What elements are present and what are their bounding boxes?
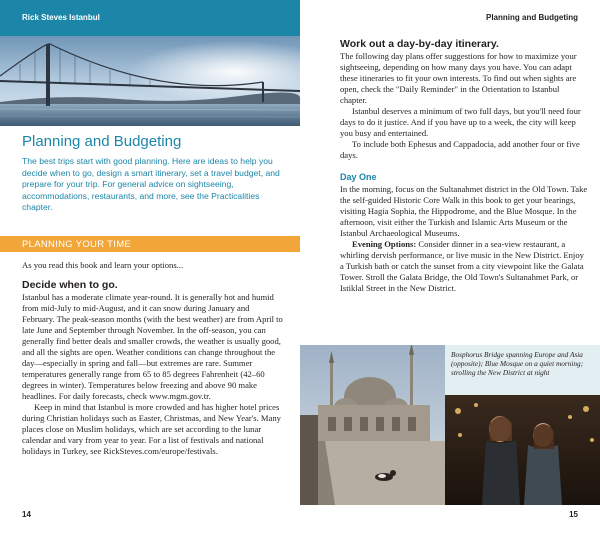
lead-sentence: As you read this book and learn your options... (22, 260, 184, 270)
paragraph: In the morning, focus on the Sultanahmet district in the Old Town. Take the self-guided Historic Core Walk in this book to get your bearings, visiting Hagia Sophia, the Hippodrome, and the Blue Mosque. In the afternoon, visit either the Turkish and Islamic Arts Museum or the Istanbul Archaeological Museums. (340, 184, 588, 238)
chapter-title: Planning and Budgeting (22, 133, 182, 150)
section-bar (0, 236, 300, 252)
itinerary-body (340, 51, 588, 161)
section-bar-label: PLANNING YOUR TIME (22, 239, 132, 250)
day-one-heading: Day One (340, 172, 377, 182)
paragraph: To include both Ephesus and Cappadocia, add another four or five days. (340, 139, 580, 160)
page-number-right: 15 (569, 510, 578, 519)
day-one-body (340, 184, 588, 294)
left-body (22, 292, 284, 457)
evening-options-label: Evening Options: (352, 239, 417, 249)
running-header-chapter: Planning and Budgeting (486, 13, 578, 22)
paragraph: Keep in mind that Istanbul is more crowded and has higher hotel prices during Christian holidays such as Easter, Christmas, and New Year's. Many places close on Muslim holidays, which are set according to the lunar calendar and vary from year to year. For a list of festivals and national holidays in Turkey, see RickSteves.com/europe/festivals. (22, 402, 281, 456)
evening-paragraph (340, 239, 588, 294)
photo-caption-box (445, 345, 600, 395)
heading-itinerary: Work out a day-by-day itinerary. (340, 38, 499, 50)
left-header-band (0, 0, 300, 36)
paragraph: The following day plans offer suggestions for how to maximize your sightseeing, depending on how many days you have. You can adapt these itineraries to fit your own interests. To find out when sights are open, check the "Daily Reminder" in the Orientation to Istanbul chapter. (340, 51, 577, 105)
right-header (300, 0, 600, 36)
paragraph: Istanbul has a moderate climate year-round. It is generally hot and humid from mid-July to mid-August, and it can snow during January and February. The peak-season months (with the best weather) are from April to late June and September through November. In the off-season, you can generally find better deals and smaller crowds, the weather is usually good, and all the sights are open. Weather conditions can change throughout the day—especially in spring and fall—but extremes are rare. Summer temperatures generally range from 65 to 85 degrees Fahrenheit (42–60 degrees in winter). Temperatures below freezing and above 90 make headlines. For daily forecasts, check www.mgm.gov.tr. (22, 292, 283, 401)
right-page (300, 0, 600, 533)
paragraph: Istanbul deserves a minimum of two full days, but you'll need four days to do it justice. And if you have up to a week, the city will keep you busy and entertained. (340, 106, 581, 138)
heading-decide-when: Decide when to go. (22, 279, 118, 291)
evening-options-text: Consider dinner in a sea-view restaurant, a whirling dervish performance, or live music in the New District. Enjoy a Turkish bath or catch the sunset from a city viewpoint like the Galata Tower. Stroll the Galata Bridge, the Old Town's Sultanahmet Park, or Istiklal Street in the New District. (340, 239, 584, 293)
chapter-intro: The best trips start with good planning. Here are ideas to help you decide when to go, design a smart itinerary, set a travel budget, and prepare for your trip. For general advice on sightseeing, accommodations, restaurants, and more, see the Practicalities chapter. (22, 156, 280, 212)
photo-caption: Bosphorus Bridge spanning Europe and Asia (opposite); Blue Mosque on a quiet morning; strolling the New District at night (451, 350, 584, 377)
bosphorus-bridge-photo (0, 36, 300, 126)
page-number-left: 14 (22, 510, 31, 519)
running-header-book: Rick Steves Istanbul (22, 13, 100, 22)
